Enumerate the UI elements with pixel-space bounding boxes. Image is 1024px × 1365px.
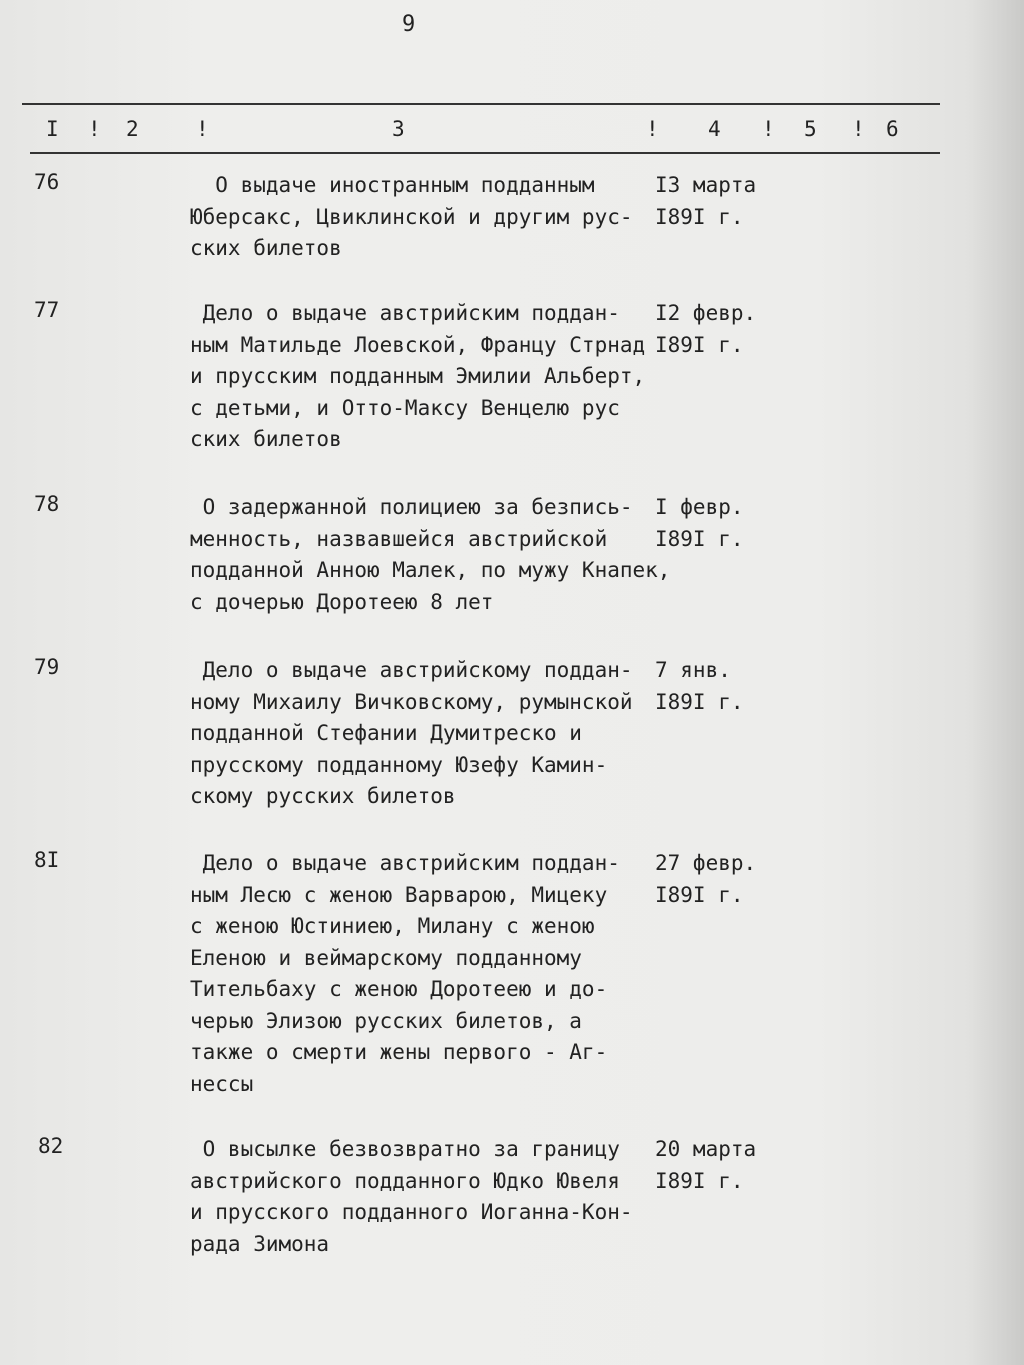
header-bottom-rule <box>30 152 940 154</box>
header-top-rule <box>22 103 940 105</box>
description-line: Дело о выдаче австрийским поддан- <box>190 851 620 875</box>
entry-description <box>190 492 670 618</box>
description-line: Еленою и веймарскому подданному <box>190 945 582 970</box>
entry-date <box>655 655 744 718</box>
date-line: I89I г. <box>655 689 744 714</box>
entry-number: 77 <box>34 298 60 322</box>
page-edge-shadow <box>970 0 1024 1365</box>
description-line: ских билетов <box>190 427 342 451</box>
column-header: 3 <box>392 117 405 141</box>
entry-number: 78 <box>34 492 60 516</box>
entry-number: 79 <box>34 655 60 679</box>
column-separator: ! <box>762 117 775 141</box>
column-separator: ! <box>646 117 659 141</box>
description-line: Тительбаху с женою Доротеею и до- <box>190 977 608 1001</box>
entry-date <box>655 848 756 911</box>
entry-description <box>190 655 633 813</box>
description-line: с дочерью Доротеею 8 лет <box>190 589 494 614</box>
entry-date <box>655 170 756 233</box>
description-line: Дело о выдаче австрийским поддан- <box>190 301 620 325</box>
date-line: I89I г. <box>655 526 744 551</box>
column-separator: ! <box>196 117 209 141</box>
description-line: скому русских билетов <box>190 784 456 808</box>
description-line: Юберсакс, Цвиклинской и другим рус- <box>190 204 633 229</box>
entry-number: 8I <box>34 848 60 872</box>
description-line: черью Элизою русских билетов, а <box>190 1008 582 1033</box>
description-line: ным Матильде Лоевской, Францу Стрнад <box>190 332 646 357</box>
description-line: подданной Анною Малек, по мужу Кнапек, <box>190 558 671 582</box>
date-line: I89I г. <box>655 204 744 229</box>
description-line: О задержанной полициею за безпись- <box>190 495 633 519</box>
description-line: ным Лесю с женою Варварою, Мицеку <box>190 882 608 907</box>
description-line: ному Михаилу Вичковскому, румынской <box>190 689 633 714</box>
description-line: и прусским подданным Эмилии Альберт, <box>190 364 646 388</box>
description-line: также о смерти жены первого - Аг- <box>190 1040 608 1064</box>
entry-date <box>655 492 744 555</box>
date-line: I2 февр. <box>655 301 757 325</box>
column-header: 4 <box>708 117 721 141</box>
column-header: 2 <box>126 117 139 141</box>
column-header: 6 <box>886 117 899 141</box>
column-header: I <box>46 117 59 141</box>
date-line: I89I г. <box>655 332 744 357</box>
description-line: австрийского подданного Юдко Ювеля <box>190 1168 620 1193</box>
date-line: 7 янв. <box>655 658 731 682</box>
entry-description <box>190 298 645 456</box>
date-line: I3 марта <box>655 173 757 197</box>
description-line: О выдаче иностранным подданным <box>190 173 595 197</box>
description-line: менность, назвавшейся австрийской <box>190 526 608 551</box>
description-line: О высылке безвозвратно за границу <box>190 1137 620 1161</box>
entry-description <box>190 1134 633 1260</box>
description-line: с детьми, и Отто-Максу Венцелю рус <box>190 395 620 420</box>
entry-date <box>655 298 756 361</box>
page-number: 9 <box>402 12 416 37</box>
date-line: 27 февр. <box>655 851 757 875</box>
description-line: нессы <box>190 1071 254 1096</box>
description-line: с женою Юстиниею, Милану с женою <box>190 914 595 938</box>
description-line: подданной Стефании Думитреско и <box>190 721 582 745</box>
entry-date <box>655 1134 756 1197</box>
date-line: I89I г. <box>655 882 744 907</box>
description-line: рада Зимона <box>190 1231 330 1256</box>
entry-number: 76 <box>34 170 60 194</box>
column-header: 5 <box>804 117 817 141</box>
entry-number: 82 <box>38 1134 64 1158</box>
entry-description <box>190 170 633 265</box>
entry-description <box>190 848 620 1100</box>
description-line: и прусского подданного Иоганна-Кон- <box>190 1200 633 1224</box>
column-separator: ! <box>88 117 101 141</box>
column-separator: ! <box>852 117 865 141</box>
date-line: 20 марта <box>655 1137 757 1161</box>
date-line: I89I г. <box>655 1168 744 1193</box>
description-line: прусскому подданному Юзефу Камин- <box>190 752 608 777</box>
description-line: Дело о выдаче австрийскому поддан- <box>190 658 633 682</box>
description-line: ских билетов <box>190 236 342 260</box>
date-line: I февр. <box>655 495 744 519</box>
